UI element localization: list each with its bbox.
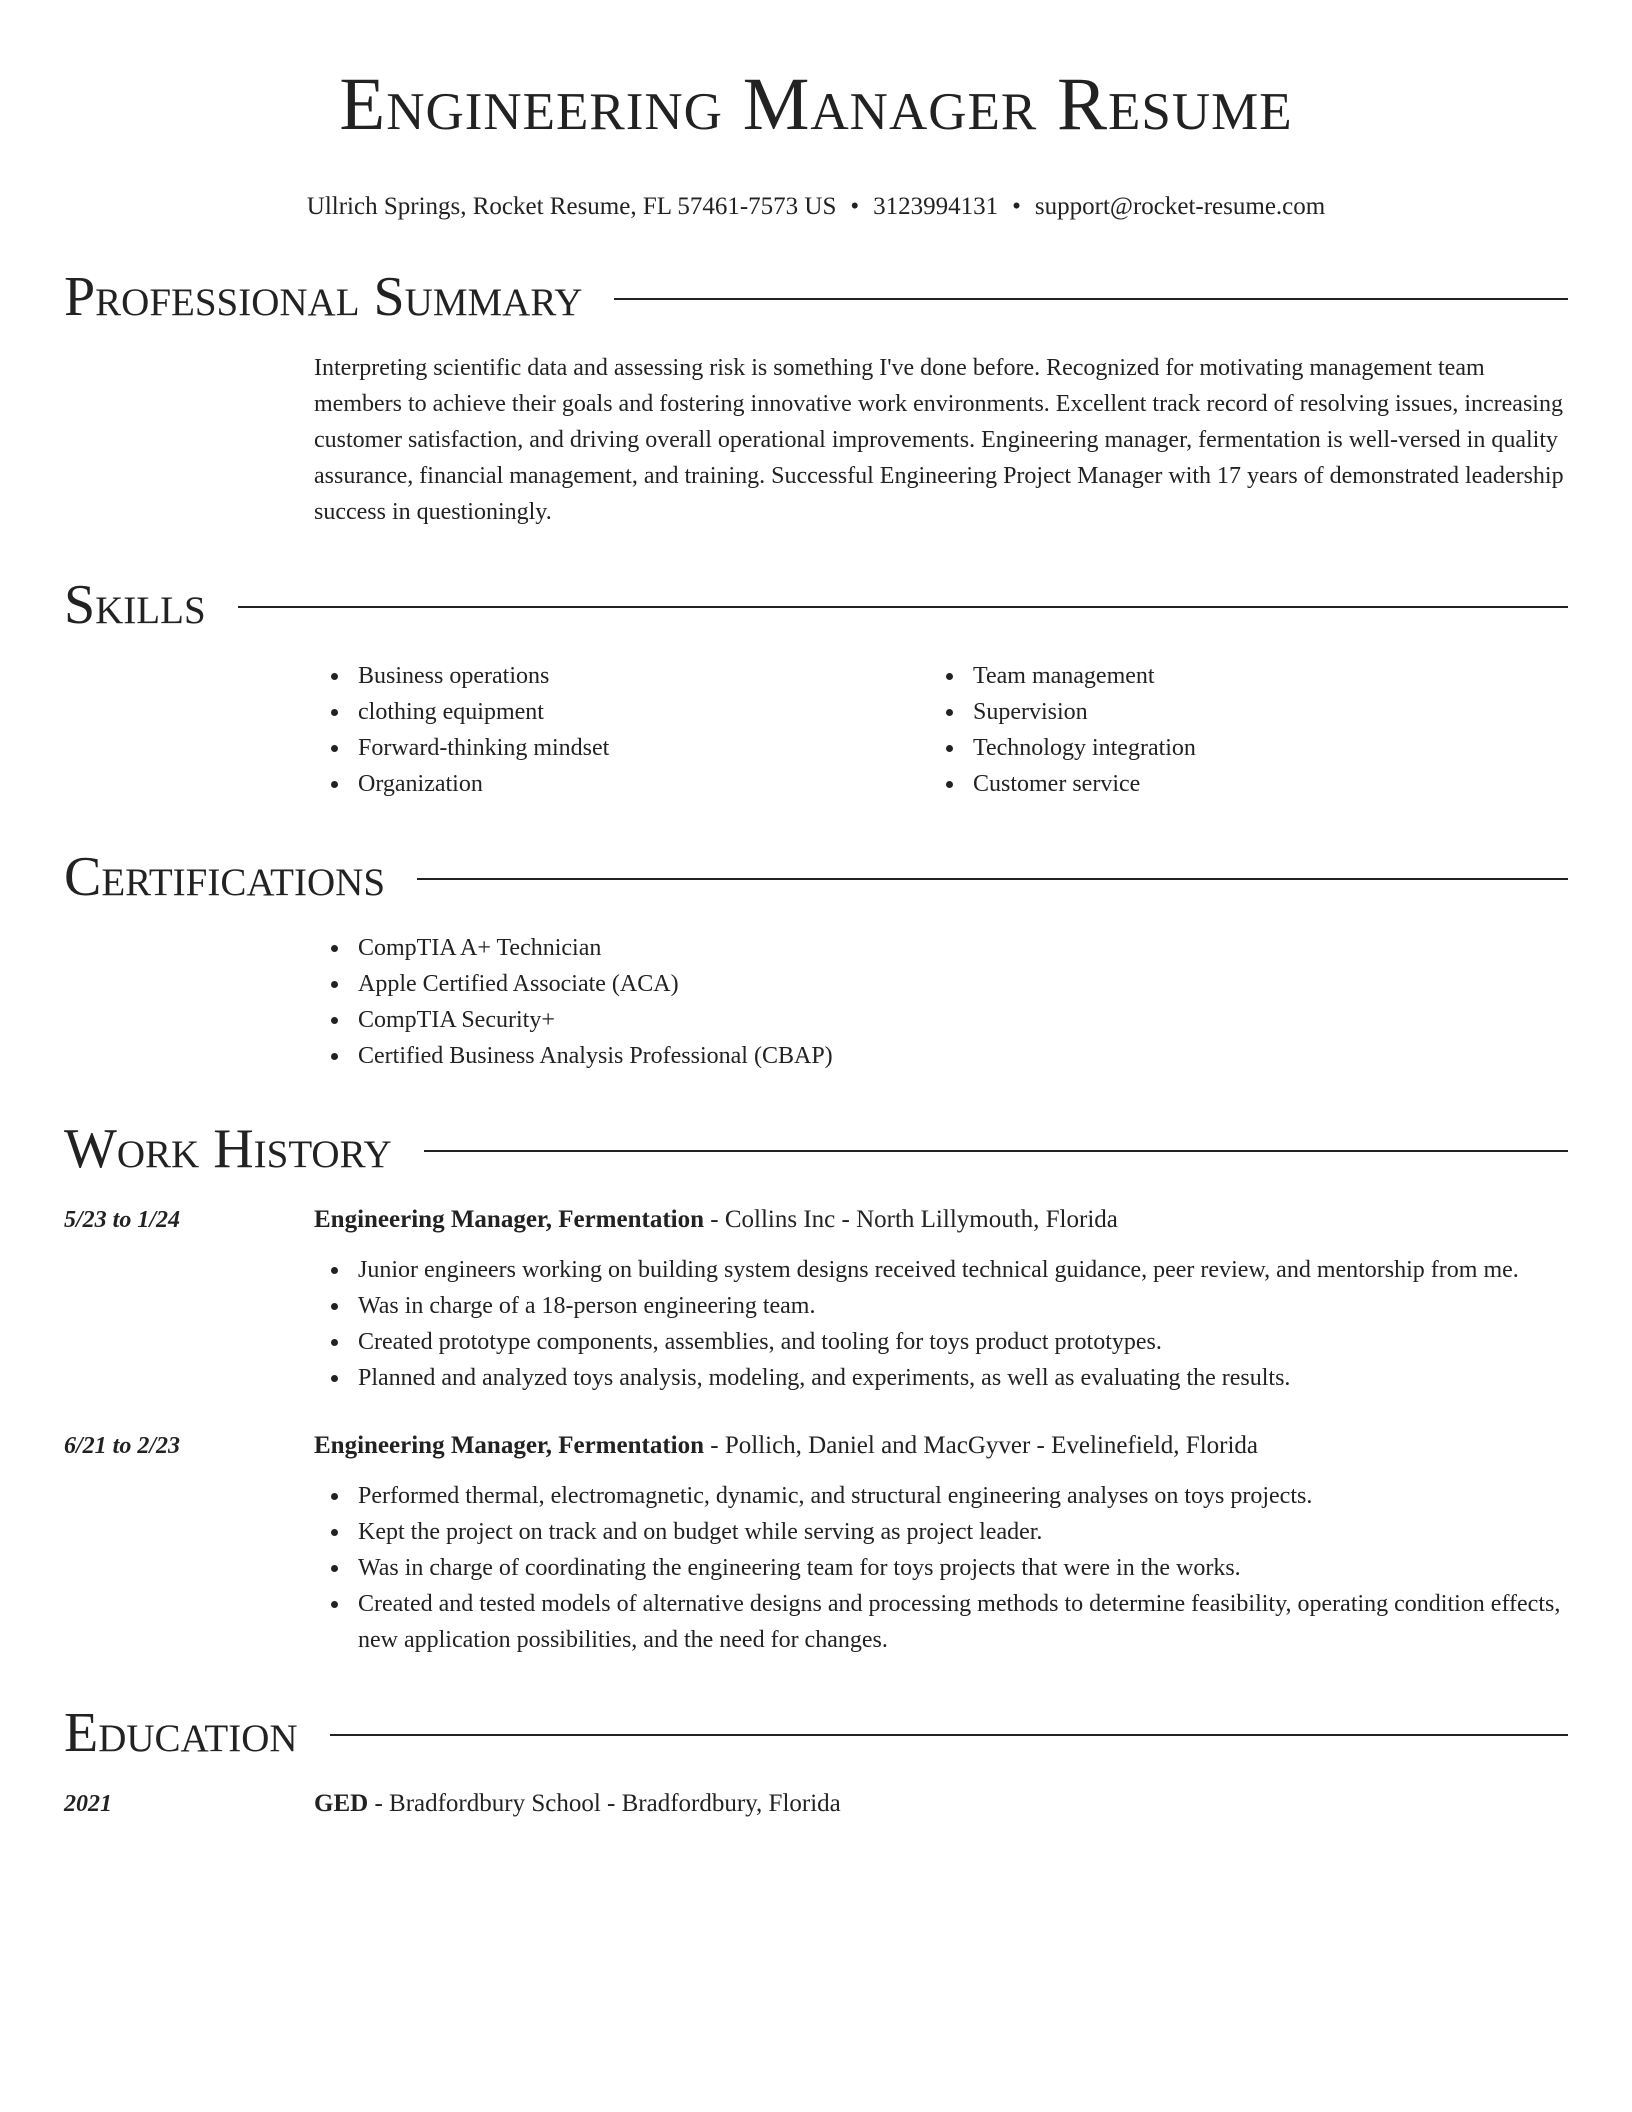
- email-link[interactable]: support@rocket-resume.com: [1034, 193, 1326, 220]
- education-degree: GED: [314, 1790, 369, 1817]
- job-bullet: Planned and analyzed toys analysis, modeling, and experiments, as well as evaluating the results.: [314, 1360, 1568, 1396]
- skill-item: Organization: [314, 766, 929, 802]
- job-employer: - Pollich, Daniel and MacGyver - Evelinefield, Florida: [704, 1432, 1259, 1459]
- certification-item: CompTIA Security+: [314, 1002, 1568, 1038]
- separator-dot: •: [1012, 193, 1021, 220]
- skill-item: clothing equipment: [314, 694, 929, 730]
- work-section-header: [64, 1116, 1568, 1182]
- skill-item: Forward-thinking mindset: [314, 730, 929, 766]
- job-entry: [64, 1428, 1568, 1658]
- section-divider: [424, 1150, 1568, 1152]
- job-heading: [314, 1202, 1568, 1238]
- certification-item: Certified Business Analysis Professional (CBAP): [314, 1038, 1568, 1074]
- job-bullet: Was in charge of coordinating the engineering team for toys projects that were in the works.: [314, 1550, 1568, 1586]
- education-dates: 2021: [64, 1791, 112, 1817]
- contact-line: [64, 192, 1568, 222]
- work-heading: Work History: [64, 1118, 392, 1180]
- job-detail: [314, 1428, 1568, 1658]
- job-employer: - Collins Inc - North Lillymouth, Florida: [704, 1206, 1118, 1233]
- job-bullet: Kept the project on track and on budget while serving as project leader.: [314, 1514, 1568, 1550]
- section-divider: [417, 878, 1568, 880]
- education-heading-line: [314, 1786, 841, 1822]
- address-text: Ullrich Springs, Rocket Resume, FL 57461-7573 US: [306, 193, 837, 220]
- skill-item: Technology integration: [929, 730, 1568, 766]
- certifications-section-header: [64, 844, 1568, 910]
- job-bullets: [314, 1252, 1568, 1396]
- summary-heading: Professional Summary: [64, 266, 583, 328]
- job-detail: [314, 1202, 1568, 1396]
- job-heading: [314, 1428, 1568, 1464]
- skills-grid: [314, 658, 1568, 802]
- skill-item: Customer service: [929, 766, 1568, 802]
- summary-section-header: [64, 264, 1568, 330]
- job-bullet: Junior engineers working on building system designs received technical guidance, peer review, and mentorship from me.: [314, 1252, 1568, 1288]
- education-school: - Bradfordbury School - Bradfordbury, Florida: [368, 1790, 841, 1817]
- section-divider: [614, 298, 1568, 300]
- job-dates: 5/23 to 1/24: [64, 1207, 181, 1233]
- job-bullet: Created prototype components, assemblies, and tooling for toys product prototypes.: [314, 1324, 1568, 1360]
- certification-item: CompTIA A+ Technician: [314, 930, 1568, 966]
- phone-text: 3123994131: [873, 193, 999, 220]
- certifications-heading: Certifications: [64, 846, 386, 908]
- education-entry: [64, 1786, 1568, 1822]
- certification-item: Apple Certified Associate (ACA): [314, 966, 1568, 1002]
- summary-text: Interpreting scientific data and assessing risk is something I've done before. Recognized for motivating management team members to achieve their goals and fostering innovative work environments. Excellent track record of resolving issues, increasing customer satisfaction, and driving overall operational improvements. Engineering manager, fermentation is well-versed in quality assurance, financial management, and training. Successful Engineering Project Manager with 17 years of demonstrated leadership success in questioningly.: [314, 355, 1564, 525]
- skill-item: Business operations: [314, 658, 929, 694]
- job-bullet: Created and tested models of alternative designs and processing methods to determine feasibility, operating condition effects, new application possibilities, and the need for changes.: [314, 1586, 1568, 1658]
- section-divider: [238, 606, 1568, 608]
- skills-section-header: [64, 572, 1568, 638]
- certifications-list: [314, 930, 1568, 1074]
- separator-dot: •: [850, 193, 860, 220]
- job-dates: 6/21 to 2/23: [64, 1433, 181, 1459]
- job-entry: [64, 1202, 1568, 1396]
- skill-item: Team management: [929, 658, 1568, 694]
- education-section-header: [64, 1700, 1568, 1766]
- job-title: Engineering Manager, Fermentation: [314, 1432, 705, 1459]
- skill-item: Supervision: [929, 694, 1568, 730]
- job-bullet: Performed thermal, electromagnetic, dynamic, and structural engineering analyses on toys projects.: [314, 1478, 1568, 1514]
- job-bullet: Was in charge of a 18-person engineering team.: [314, 1288, 1568, 1324]
- job-bullets: [314, 1478, 1568, 1658]
- job-title: Engineering Manager, Fermentation: [314, 1206, 705, 1233]
- skills-heading: Skills: [64, 574, 206, 636]
- page-title: Engineering Manager Resume: [339, 63, 1293, 146]
- education-heading: Education: [64, 1702, 298, 1764]
- skills-list-left: [314, 658, 929, 802]
- certifications-block: [314, 930, 1568, 1074]
- skills-list-right: [929, 658, 1568, 802]
- section-divider: [330, 1734, 1568, 1736]
